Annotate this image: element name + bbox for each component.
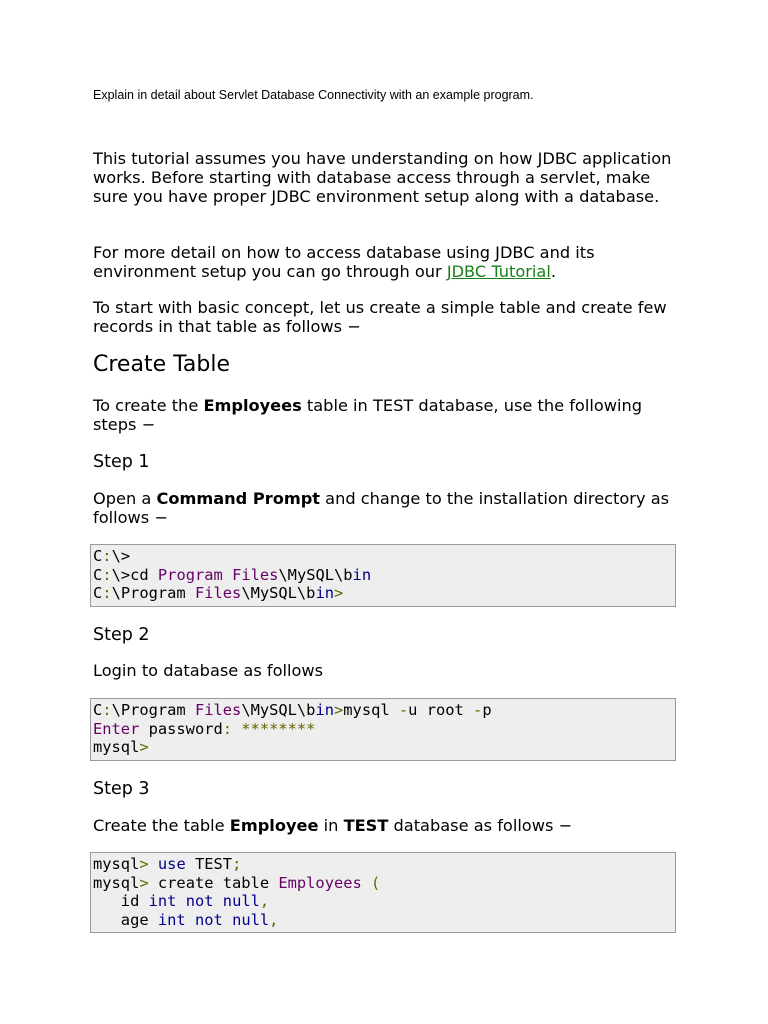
- code-token: ,: [269, 910, 279, 929]
- step3-text-a: Create the table: [93, 816, 230, 835]
- step1-heading: Step 1: [93, 452, 150, 472]
- code-token: in: [315, 701, 334, 719]
- code-token: Files: [194, 584, 242, 603]
- code-token: create table: [148, 873, 279, 892]
- code-token: Enter: [93, 719, 140, 738]
- code-token: :: [102, 701, 112, 719]
- step1-text-a: Open a: [93, 489, 157, 508]
- question-text: Explain in detail about Servlet Database Connectivity with an example program.: [93, 88, 534, 102]
- step2-heading: Step 2: [93, 625, 150, 645]
- code-token: \>: [111, 547, 131, 565]
- step1-text: [93, 489, 683, 527]
- code-token: password: [139, 719, 223, 738]
- code-token: -: [473, 701, 483, 719]
- code-token: not: [185, 892, 214, 911]
- code-token: [186, 911, 195, 929]
- code-line: [93, 547, 675, 566]
- code-token: mysql: [93, 873, 140, 892]
- code-token: C: [93, 547, 103, 565]
- code-token: ;: [232, 855, 242, 873]
- code-token: u root: [408, 701, 474, 719]
- code-token: :: [102, 547, 112, 565]
- code-token: C: [93, 565, 103, 584]
- employee-bold: Employee: [229, 816, 319, 835]
- step1-text-b: and change to the installation directory as follows −: [93, 489, 670, 527]
- code-token: in: [352, 565, 372, 584]
- code-token: >: [139, 738, 149, 757]
- code-token: \Program: [111, 701, 195, 719]
- code-token: -: [398, 701, 409, 719]
- code-token: [176, 892, 185, 910]
- code-token: \MySQL\b: [241, 701, 316, 719]
- code-token: >: [139, 873, 149, 892]
- step3-text: [93, 816, 683, 835]
- code-line: [93, 911, 675, 930]
- code-token: not: [194, 910, 223, 929]
- code-token: use: [157, 855, 186, 873]
- create-table-text-a: To create the: [93, 396, 204, 415]
- code-token: :: [102, 565, 112, 584]
- create-table-text: [93, 396, 683, 434]
- jdbc-tutorial-link[interactable]: JDBC Tutorial: [446, 262, 551, 281]
- code-token: id: [93, 892, 149, 911]
- code-token: >: [334, 584, 344, 603]
- code-line: [93, 892, 675, 911]
- code-token: Files: [232, 565, 279, 584]
- code-token: Files: [194, 701, 242, 719]
- intro-p2-end: .: [550, 262, 556, 281]
- employees-bold: Employees: [203, 396, 302, 415]
- code-token: \MySQL\b: [241, 584, 316, 603]
- code-token: [223, 911, 232, 929]
- code-line: [93, 738, 675, 757]
- intro-paragraph-2: [93, 243, 683, 281]
- code-token: mysql: [93, 855, 140, 873]
- code-token: int: [148, 892, 177, 911]
- code-line: [93, 701, 675, 720]
- code-token: [362, 874, 371, 892]
- intro-paragraph-1: This tutorial assumes you have understanding on how JDBC application works. Before starting with database access through a servlet, make sure you have proper JDBC environment setup along with a database.: [93, 149, 672, 206]
- code-token: \MySQL\b: [278, 565, 353, 584]
- command-prompt-bold: Command Prompt: [156, 489, 321, 508]
- code-token: >: [139, 855, 149, 873]
- code-line: [93, 874, 675, 893]
- code-line: [93, 566, 675, 585]
- code-line: [93, 720, 675, 739]
- code-token: : ********: [222, 719, 316, 738]
- create-table-heading: Create Table: [93, 352, 230, 377]
- code-token: [149, 855, 158, 873]
- code-token: int: [157, 910, 186, 929]
- code-token: [214, 892, 223, 910]
- code-token: \Program: [111, 584, 195, 603]
- code-token: ,: [259, 892, 270, 911]
- code-token: mysql: [93, 738, 140, 757]
- code-line: [93, 855, 675, 874]
- code-token: C: [93, 701, 103, 719]
- code-token: C: [93, 584, 103, 603]
- code-token: p: [482, 701, 492, 719]
- code-token: age: [93, 910, 158, 929]
- code-token: TEST: [185, 855, 233, 873]
- code-token: Program: [157, 565, 223, 584]
- step3-text-b: database as follows −: [388, 816, 573, 835]
- code-token: >: [334, 701, 344, 719]
- code-token: in: [315, 584, 334, 603]
- code-token: mysql: [343, 701, 399, 719]
- code-token: (: [371, 873, 381, 892]
- code-token: [223, 566, 232, 584]
- step3-heading: Step 3: [93, 779, 150, 799]
- step3-text-mid: in: [318, 816, 344, 835]
- step2-text: Login to database as follows: [93, 661, 324, 680]
- code-token: Employees: [278, 873, 362, 892]
- code-line: [93, 584, 675, 603]
- step3-code-block: [90, 852, 676, 933]
- step1-code-block: [90, 544, 676, 607]
- intro-p2-text: For more detail on how to access database using JDBC and its environment setup you can go through our: [93, 243, 595, 281]
- intro-paragraph-3: To start with basic concept, let us create a simple table and create few records in that table as follows −: [93, 298, 667, 336]
- code-token: \>cd: [111, 565, 158, 584]
- code-token: null: [232, 910, 270, 929]
- test-bold: TEST: [343, 816, 389, 835]
- code-token: :: [102, 584, 112, 603]
- code-token: null: [222, 892, 260, 911]
- create-table-text-b: table in TEST database, use the following steps −: [93, 396, 643, 434]
- step2-code-block: [90, 698, 676, 761]
